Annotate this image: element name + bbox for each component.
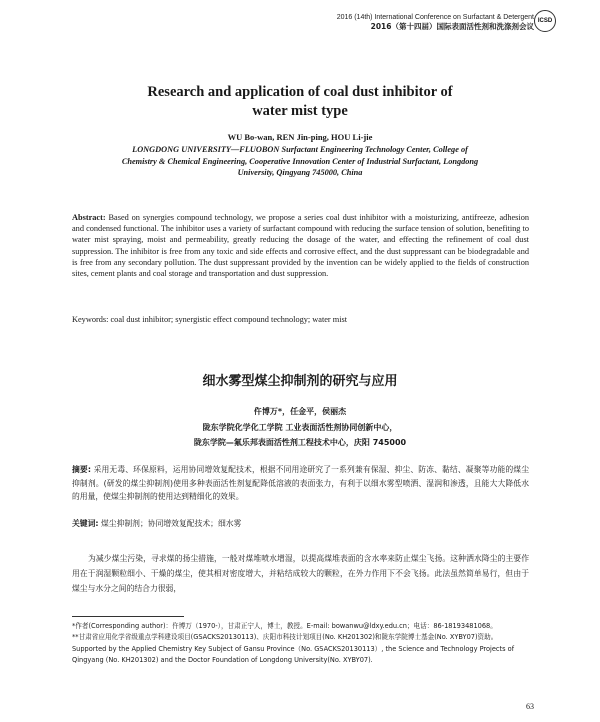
page-number: 63 [526,702,534,711]
authors-cn: 仵博万*，任金平，侯丽杰 [253,407,347,416]
affiliation-cn-line1: 陇东学院化学化工学院 工业表面活性剂协同创新中心， [202,423,398,432]
affiliation-en-line1: LONGDONG UNIVERSITY—FLUOBON Surfactant Engineering Technology Center, College of [132,145,468,154]
authors-en: WU Bo-wan, REN Jin-ping, HOU Li-jie [227,132,373,142]
conference-header [337,13,534,32]
affiliation-cn-line2: 陇东学院—氟乐邦表面活性剂工程技术中心，庆阳 745000 [193,438,407,447]
footnotes [72,621,529,666]
abstract-en-label: Abstract: [72,213,106,222]
keywords-cn [72,518,529,530]
abstract-cn-label: 摘要: [72,465,91,474]
abstract-en-text: Based on synergies compound technology, we propose a series coal dust inhibitor with a moisturizing, antifreeze, adhesion and condensed functional. The inhibitor uses a variety of surfactant compound with reducing the surface tension of solution, benefiting to water mist spraying, moist and permeability, greatly reducing the dosage of the water, and effecting the refinement of coal dust suppression. The inhibitor is free from any toxic and side effects and corrosive effect, and the dust suppressant can be biodegradable and is free from any secondary pollution. The dust suppressant provided by the invention can be widely applied to the fields of construction sites, cement plants and coal storage and transportation and dust suppression. [72,213,529,279]
paper-title-en [40,83,560,121]
conference-header-cn: 2016（第十四届）国际表面活性剂和洗涤剂会议 [370,22,534,31]
paper-title-cn: 细水雾型煤尘抑制剂的研究与应用 [202,374,398,389]
body-paragraph-cn: 为减少煤尘污染，寻求煤的扬尘措施，一般对煤堆喷水增湿，以提高煤堆表面的含水率来防止煤尘飞扬。这种洒水降尘的主要作用在于润湿颗粒细小、干燥的煤尘，使其相对密度增大，并粘结成较大的颗粒，在外力作用下不会飞扬。此法虽然简单易行，但由于煤尘与水分之间的结合力很弱， [72,554,529,593]
footnote-author: *作者(Corresponding author)：仵博万（1970-），甘肃正宁人，博士，教授。E-mail: bowanwu@ldxy.edu.cn；电话：86-18193481068。 [72,622,497,630]
keywords-en-label: Keywords: [72,315,109,324]
conference-logo-text: ICSD [537,18,553,24]
keywords-cn-text: 煤尘抑制剂；协同增效复配技术；细水雾 [101,519,242,528]
conference-header-en: 2016 (14th) International Conference on Surfactant & Detergent [336,14,534,21]
affiliation-en [72,144,528,179]
keywords-en [72,314,529,325]
abstract-cn [72,463,529,504]
abstract-cn-text: 采用无毒、环保原料，运用协同增效复配技术，根据不同用途研究了一系列兼有保湿、抑尘、防冻、黏结、凝聚等功能的煤尘抑制剂。(研发的煤尘抑制剂)使用多种表面活性剂复配降低溶液的表面张力，有利于以细水雾型喷洒、湿润和渗透，且能大大降低水的用量，使煤尘抑制剂的使用达到精细化的效果。 [72,465,530,501]
conference-logo-icon [534,10,556,32]
paper-title-en-line1: Research and application of coal dust inhibitor of [147,84,453,100]
affiliation-cn [60,420,540,450]
affiliation-en-line3: University, Qingyang 745000, China [237,168,363,177]
footnote-divider [72,616,184,617]
footnote-funding: **甘肃省应用化学省级重点学科建设项目(GSACKS20130113)、庆阳市科技计划项目(No. KH201302)和陇东学院博士基金(No. XYBY07)资助。Supported by the Applied Chemistry Key Subject of Gansu Province（No. GSACKS20130113）, the Science and Technology Projects of Qingyang (No. KH201302) and the Doctor Foundation of Longdong University(No. XYBY07). [72,633,515,664]
paper-title-en-line2: water mist type [252,103,348,119]
affiliation-en-line2: Chemistry & Chemical Engineering, Cooperative Innovation Center of Industrial Surfactant, Longdong [121,156,479,166]
abstract-en [72,212,529,279]
keywords-cn-label: 关键词: [72,519,99,528]
keywords-en-text: coal dust inhibitor; synergistic effect compound technology; water mist [110,315,348,324]
